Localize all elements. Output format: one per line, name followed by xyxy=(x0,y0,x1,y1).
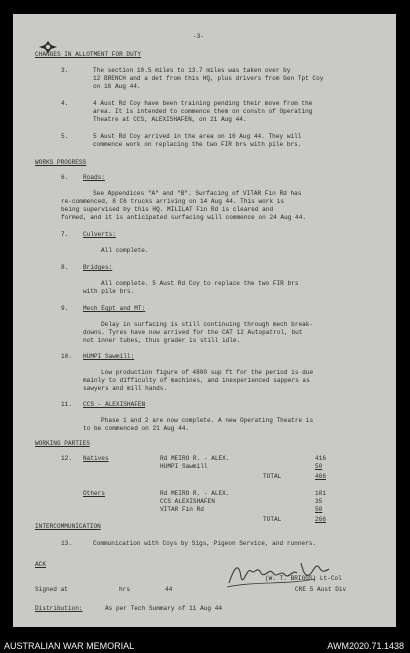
paragraph-line: Theatre at CCS, ALEXISHAFEN, on 21 Aug 44. xyxy=(93,116,247,123)
paragraph-line: re-commenced, 8 C6 trucks arriving on 14 Aug 44. This work is xyxy=(61,198,285,205)
party-place: VITAR Fin Rd xyxy=(160,506,204,513)
ack-heading: ACK xyxy=(35,561,46,568)
paragraph-line: Delay in surfacing is still continuing through mech break- xyxy=(101,321,314,328)
hrs-label: hrs xyxy=(119,586,130,593)
natives-label: Natives xyxy=(83,455,109,462)
total-label: TOTAL xyxy=(263,473,282,480)
signed-at-label: Signed at xyxy=(35,586,68,593)
paragraph-line: not inner tubes, thus grader is still idle. xyxy=(83,337,241,344)
footer-institution: AUSTRALIAN WAR MEMORIAL xyxy=(4,641,135,651)
party-place: CCS ALEXISHAFEN xyxy=(160,498,215,505)
item-number: 13. xyxy=(61,540,72,547)
item-title: Culverts: xyxy=(83,231,116,238)
paragraph-line: mainly to difficulty of machines, and inexperienced sappers as xyxy=(83,377,310,384)
item-number: 12. xyxy=(61,455,72,462)
archive-footer xyxy=(0,640,410,653)
signed-day: 44 xyxy=(165,586,173,593)
paragraph-line: formed, and it is anticipated surfacing will commence on 24 Aug 44. xyxy=(61,214,307,221)
paragraph-line: Low production figure of 4800 sup ft for the period is due xyxy=(101,369,314,376)
paragraph-line: See Appendices "A" and "B". Surfacing of VITAR Fin Rd has xyxy=(93,190,302,197)
item-number: 6. xyxy=(61,174,69,181)
page-number: -3- xyxy=(193,33,204,40)
paragraph-line: 12 BRENCH and a det from this HQ, plus drivers from Gen Tpt Coy xyxy=(93,75,324,82)
document-page xyxy=(13,14,396,627)
item-title: Roads: xyxy=(83,174,105,181)
item-number: 9. xyxy=(61,305,69,312)
intercomm-heading: INTERCOMMUNICATION xyxy=(35,523,101,530)
paragraph-line: All complete. 5 Aust Rd Coy to replace the two FIR brs xyxy=(101,280,299,287)
party-count: 35 xyxy=(315,498,323,505)
paragraph-line: to be commenced on 21 Aug 44. xyxy=(83,425,190,432)
footer-reference: AWM2020.71.1438 xyxy=(327,641,404,651)
signatory-position: CRE 5 Aust Div xyxy=(295,586,347,593)
changes-heading: CHANGES IN ALLOTMENT FOR DUTY xyxy=(35,51,142,58)
item-title: CCS - ALEXISHAFEN xyxy=(83,401,146,408)
party-place: Rd MEIRO R. - ALEX. xyxy=(160,455,230,462)
paragraph-line: being supervised by this HQ. MILILAT Fin Rd is cleared and xyxy=(61,206,274,213)
paragraph-line: with pile brs. xyxy=(83,288,135,295)
paragraph-line: 4 Aust Rd Coy have been training pending their move from the xyxy=(93,100,313,107)
item-number: 4. xyxy=(61,100,69,107)
item-number: 7. xyxy=(61,231,69,238)
party-count: 50 xyxy=(315,506,323,513)
paragraph-line: on 16 Aug 44. xyxy=(93,83,141,90)
item-title: HUMPI Sawmill: xyxy=(83,353,135,360)
paragraph-line: Phase 1 and 2 are now complete. A new Operating Theatre is xyxy=(101,417,314,424)
works-heading: WORKS PROGRESS xyxy=(35,159,87,166)
item-number: 8. xyxy=(61,264,69,271)
paragraph-line: 5 Aust Rd Coy arrived in the area on 16 Aug 44. They will xyxy=(93,133,302,140)
item-number: 5. xyxy=(61,133,69,140)
item-number: 10. xyxy=(61,353,72,360)
paragraph-line: All complete. xyxy=(101,247,149,254)
party-count: 181 xyxy=(315,490,326,497)
distribution-label: Distribution: xyxy=(35,605,83,612)
item-title: Mech Eqpt and MT: xyxy=(83,305,146,312)
paragraph-line: The section 10.5 miles to 13.7 miles was taken over by xyxy=(93,67,291,74)
paragraph-line: sawyers and mill hands. xyxy=(83,385,168,392)
item-title: Bridges: xyxy=(83,264,113,271)
item-number: 11. xyxy=(61,401,72,408)
paragraph-line: Communication with Coys by Sigs, Pigeon Service, and runners. xyxy=(93,540,317,547)
party-count: 50 xyxy=(315,463,323,470)
party-total: 266 xyxy=(315,516,326,523)
paragraph-line: area. It is intended to commence them on constn of Operating xyxy=(93,108,313,115)
paragraph-line: downs. Tyres have now arrived for the CAT 12 Autopatrol, but xyxy=(83,329,303,336)
working-parties-heading: WORKING PARTIES xyxy=(35,440,90,447)
party-place: Rd MEIRO R. - ALEX. xyxy=(160,490,230,497)
distribution-text: As per Tech Summary of 11 Aug 44 xyxy=(105,605,223,612)
item-number: 3. xyxy=(61,67,69,74)
others-label: Others xyxy=(83,490,105,497)
paragraph-line: commence work on replacing the two FIR brs with pile brs. xyxy=(93,141,302,148)
total-label: TOTAL xyxy=(263,516,282,523)
signatory-name: (W. T. BRIGGS) Lt-Col xyxy=(265,575,342,582)
party-place: HUMPI Sawmill xyxy=(160,463,208,470)
party-total: 466 xyxy=(315,473,326,480)
party-count: 416 xyxy=(315,455,326,462)
